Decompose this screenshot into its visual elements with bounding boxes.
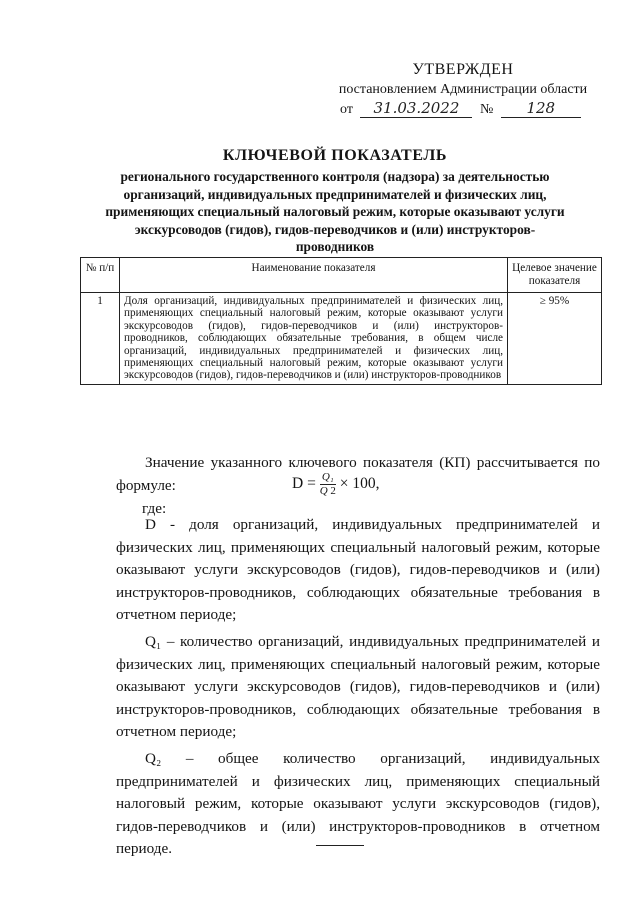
formula-fraction bbox=[320, 471, 336, 498]
formula-denominator-symbol: Q bbox=[319, 485, 328, 497]
number-label: № bbox=[479, 102, 494, 117]
header-name: Наименование показателя bbox=[120, 258, 508, 293]
approval-title: УТВЕРЖДЕН bbox=[412, 61, 514, 78]
formula-numerator: Q₁ bbox=[320, 471, 336, 485]
table-row bbox=[81, 293, 602, 385]
heading-title: КЛЮЧЕВОЙ ПОКАЗАТЕЛЬ bbox=[222, 147, 448, 164]
formula bbox=[292, 471, 380, 498]
document-heading bbox=[100, 146, 570, 256]
row-name bbox=[120, 293, 508, 385]
formula-denominator bbox=[320, 485, 336, 498]
approval-signature-line bbox=[318, 99, 608, 121]
row-target: ≥ 95% bbox=[508, 293, 602, 385]
formula-lhs: D = bbox=[292, 475, 316, 493]
table-header-row bbox=[81, 258, 602, 293]
formula-denominator-sub: 2 bbox=[330, 485, 336, 497]
header-num: № п/п bbox=[81, 258, 120, 293]
definition-q1: Q₁ – количество организаций, индивидуальных предпринимателей и физических лиц, применяющих специальный налоговый режим, которые оказывают услуги экскурсоводов (гидов), гидов-переводчиков и (или) инструкторов-проводников, соблюдающих обязательные требования в отчетном периоде; bbox=[116, 632, 600, 741]
formula-rhs: × 100, bbox=[339, 475, 380, 493]
heading-subtitle: регионального государственного контроля (надзора) за деятельностью организаций, индивидуальных предпринимателей и физических лиц, применяющих специальный налоговый режим, которые оказывают услуги экскурсоводов (гидов), гидов-переводчиков и (или) инструкторов-проводников bbox=[105, 169, 565, 254]
handwritten-date: 31.03.2022 bbox=[360, 99, 472, 118]
header-target: Целевое значение показателя bbox=[508, 258, 602, 293]
row-num: 1 bbox=[81, 293, 120, 385]
definition-d: D - доля организаций, индивидуальных предпринимателей и физических лиц, применяющих специальный налоговый режим, которые оказывают услуги экскурсоводов (гидов), гидов-переводчиков и (или) инструкторов-проводников, соблюдающих обязательные требования в отчетном периоде; bbox=[116, 516, 600, 624]
approval-decree-line: постановлением Администрации области bbox=[338, 82, 588, 97]
end-rule bbox=[316, 845, 364, 846]
approval-block bbox=[318, 60, 608, 121]
definitions bbox=[116, 514, 600, 861]
row-name-text: Доля организаций, индивидуальных предпринимателей и физических лиц, применяющих специальный налоговый режим, которые оказывают услуги экскурсоводов (гидов), гидов-переводчиков и (или) инструкторов-проводников, соблюдающих обязательные требования, в общем числе организаций, индивидуальных предпринимателей и физических лиц, применяющих специальный налоговый режим, которые оказывают услуги экскурсоводов (гидов), гидов-переводчиков и (или) инструкторов-проводников bbox=[124, 295, 503, 382]
definition-q2: Q₂ – общее количество организаций, индивидуальных предпринимателей и физических лиц, применяющих специальный налоговый режим, которые оказывают услуги экскурсоводов (гидов), гидов-переводчиков и (или) инструкторов-проводников в отчетном периоде. bbox=[116, 749, 600, 858]
indicator-table bbox=[80, 257, 602, 385]
where-label: где: bbox=[142, 500, 167, 517]
handwritten-number: 128 bbox=[501, 99, 581, 118]
formula-intro-text: Значение указанного ключевого показателя (КП) рассчитывается по формуле: bbox=[116, 454, 600, 494]
from-label: от bbox=[340, 102, 353, 117]
